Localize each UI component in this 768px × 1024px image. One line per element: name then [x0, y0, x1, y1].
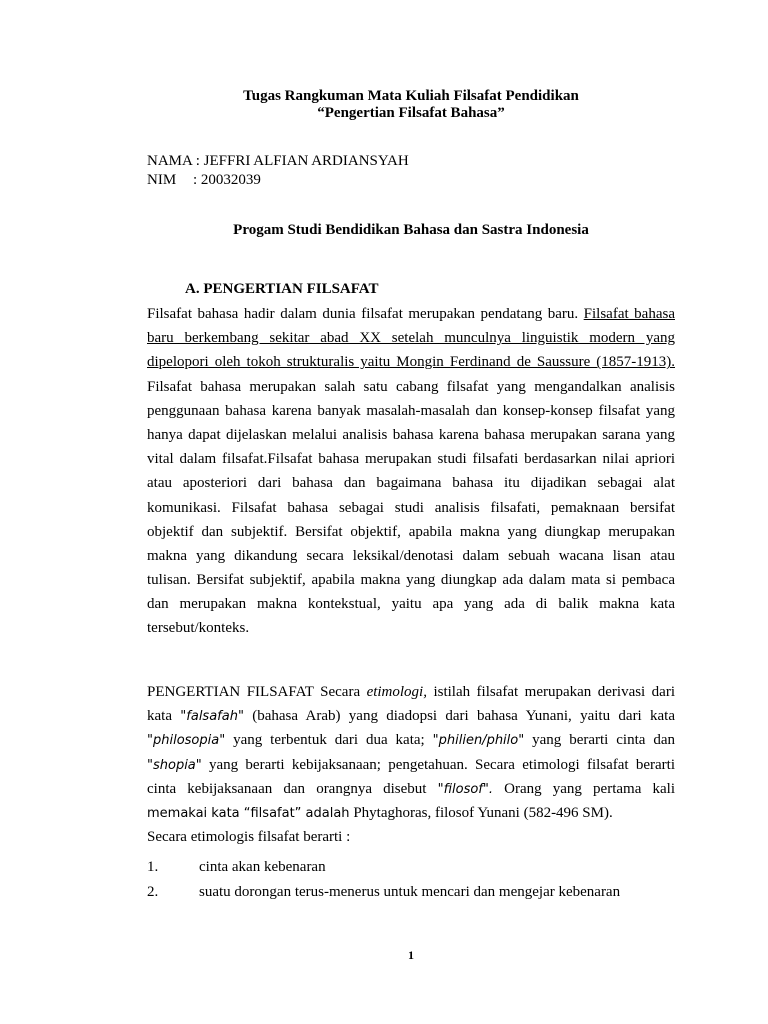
text-line: makna yang dikandung secara leksikal/denotasi dalam sebuah wacana lisan atau	[147, 547, 675, 564]
text-line: objektif dan subjektif. Bersifat objektif, apabila makna yang diungkap merupakan	[147, 523, 675, 540]
text-line: kata "falsafah" (bahasa Arab) yang diadopsi dari bahasa Yunani, yaitu dari kata	[147, 708, 676, 725]
student-nim-label: NIM	[147, 172, 177, 188]
section-b-paragraph	[147, 680, 675, 849]
text-line: "philosopia" yang terbentuk dari dua kata; "philien/philo" yang berarti cinta dan	[147, 732, 676, 749]
text-line: Secara etimologis filsafat berarti :	[147, 829, 351, 846]
text-line: "shopia" yang berarti kebijaksanaan; pengetahuan. Secara etimologi filsafat berarti	[147, 756, 675, 773]
text-line: hanya dapat dijelaskan melalui analisis bahasa karena bahasa merupakan sarana yang	[147, 426, 675, 443]
text-line: atau aposteriori dari bahasa dan bagaimana bahasa itu dijadikan sebagai alat	[147, 475, 675, 492]
text-line: memakai kata “filsafat” adalah Phytaghoras, filosof Yunani (582-496 SM).	[147, 804, 613, 821]
list-number: 2.	[147, 884, 159, 900]
program-title: Progam Studi Bendidikan Bahasa dan Sastra Indonesia	[233, 222, 589, 238]
section-a-heading: A. PENGERTIAN FILSAFAT	[185, 281, 379, 297]
text-line: dipelopori oleh tokoh strukturalis yaitu Mongin Ferdinand de Saussure (1857-1913).	[147, 354, 675, 371]
title-line-1: Tugas Rangkuman Mata Kuliah Filsafat Pendidikan	[243, 88, 579, 104]
text-line: tersebut/konteks.	[147, 620, 250, 637]
text-line: Filsafat bahasa merupakan salah satu cabang filsafat yang mengandalkan analisis	[147, 378, 675, 395]
list-text: suatu dorongan terus-menerus untuk mencari dan mengejar kebenaran	[199, 884, 621, 900]
title-line-2: “Pengertian Filsafat Bahasa”	[317, 105, 505, 121]
text-line: tulisan. Bersifat subjektif, apabila makna yang diungkap ada dalam mata si pembaca	[147, 572, 675, 589]
list-text: cinta akan kebenaran	[199, 859, 326, 875]
text-line: cinta kebijaksanaan dan orangnya disebut "filosof". Orang yang pertama kali	[147, 780, 675, 797]
text-line: baru berkembang sekitar abad XX setelah munculnya linguistik modern yang	[147, 330, 675, 347]
list-number: 1.	[147, 859, 159, 875]
section-a-paragraph	[147, 302, 675, 641]
text-line: komunikasi. Filsafat bahasa sebagai studi analisis filsafati, pemaknaan bersifat	[147, 499, 675, 516]
student-name: NAMA : JEFFRI ALFIAN ARDIANSYAH	[147, 153, 409, 169]
text-line: dan merupakan makna kontekstual, yaitu apa yang ada di balik makna kata	[147, 596, 675, 613]
student-nim-value: : 20032039	[193, 172, 261, 188]
text-line: PENGERTIAN FILSAFAT Secara etimologi, istilah filsafat merupakan derivasi dari	[147, 684, 675, 700]
text-line: vital dalam filsafat.Filsafat bahasa merupakan studi filsafati berdasarkan nilai apriori	[147, 451, 675, 468]
text-line: penggunaan bahasa karena banyak masalah-masalah dan konsep-konsep filsafat yang	[147, 402, 675, 419]
text-line: Filsafat bahasa hadir dalam dunia filsafat merupakan pendatang baru. Filsafat bahasa	[147, 306, 675, 322]
page-number: 1	[408, 948, 414, 962]
